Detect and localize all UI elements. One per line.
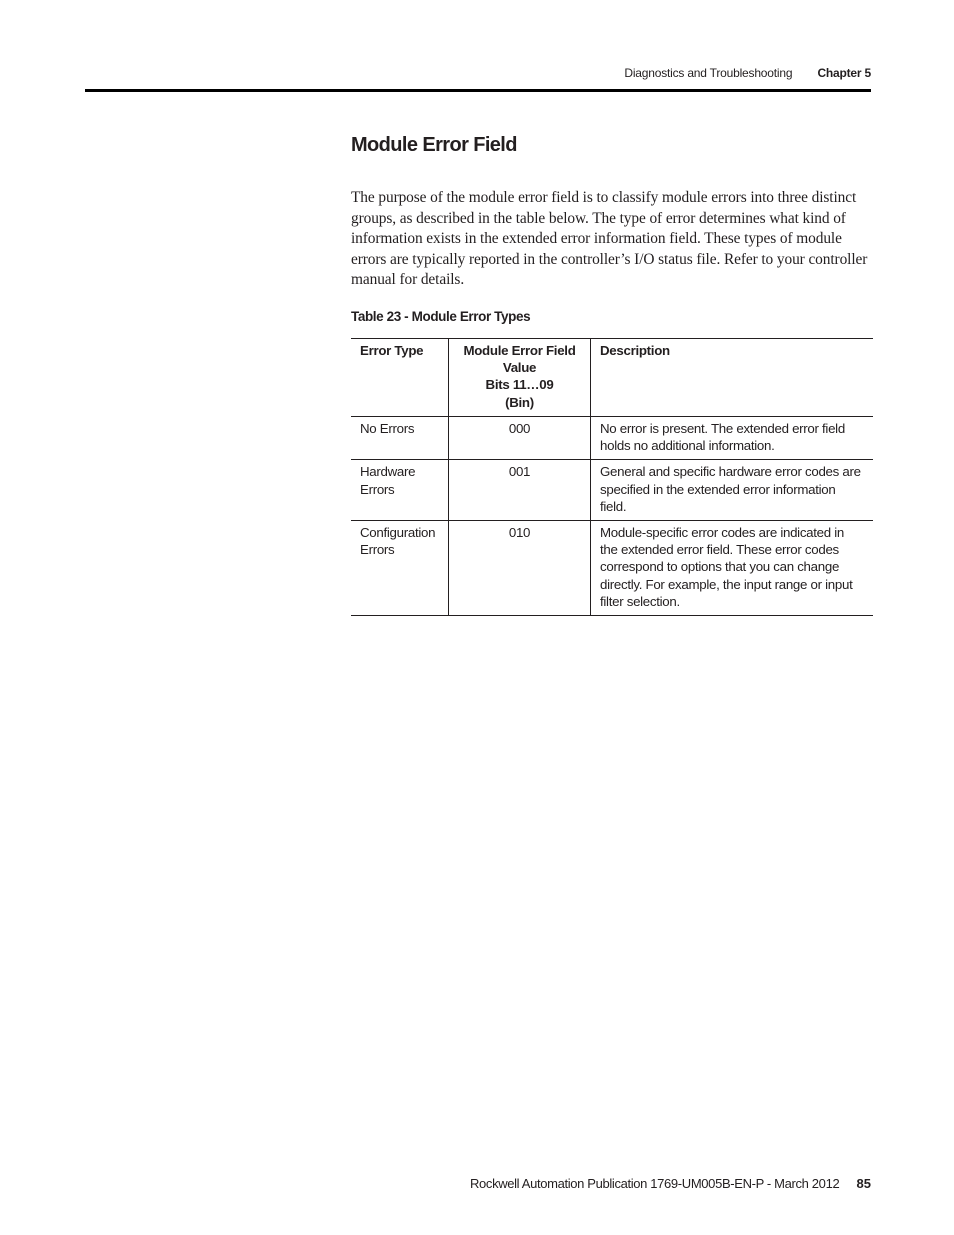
header-module-error-field-value xyxy=(449,339,591,417)
cell-description: Module-specific error codes are indicated in the extended error field. These error codes correspond to options that you can change directly. For example, the input range or input filter selection. xyxy=(591,521,874,616)
table-row xyxy=(351,521,873,616)
table-row xyxy=(351,417,873,460)
header-value-line-4: (Bin) xyxy=(505,394,534,410)
header-value-line-1: Module Error Field xyxy=(463,343,576,358)
header-error-type: Error Type xyxy=(351,339,449,417)
footer-publication: Rockwell Automation Publication 1769-UM005B-EN-P - March 2012 xyxy=(470,1176,840,1191)
header-section-title: Diagnostics and Troubleshooting xyxy=(624,66,793,80)
header-description: Description xyxy=(591,339,874,417)
body-paragraph: The purpose of the module error field is to classify module errors into three distinct groups, as described in the table below. The type of error determines what kind of information exists in the extended error information field. These types of module errors are typically reported in the controller’s I/O status file. Refer to your controller manual for details. xyxy=(351,189,868,288)
header-value-line-3: Bits 11…09 xyxy=(485,377,554,393)
cell-error-type: Hardware Errors xyxy=(351,460,449,521)
table-caption: Table 23 - Module Error Types xyxy=(351,309,531,324)
header-value-line-2: Value xyxy=(502,360,537,376)
cell-description: General and specific hardware error codes are specified in the extended error information field. xyxy=(591,460,874,521)
page-number: 85 xyxy=(856,1176,871,1191)
module-error-types-table xyxy=(351,338,873,616)
header-rule xyxy=(85,89,871,92)
cell-value: 000 xyxy=(449,417,591,460)
cell-value: 010 xyxy=(449,521,591,616)
cell-value: 001 xyxy=(449,460,591,521)
header-chapter-label: Chapter 5 xyxy=(817,66,871,80)
table-header-row xyxy=(351,339,873,417)
cell-error-type: Configuration Errors xyxy=(351,521,449,616)
cell-error-type: No Errors xyxy=(351,417,449,460)
running-header xyxy=(624,66,871,80)
cell-description: No error is present. The extended error field holds no additional information. xyxy=(591,417,874,460)
table-row xyxy=(351,460,873,521)
page-title: Module Error Field xyxy=(351,134,517,156)
